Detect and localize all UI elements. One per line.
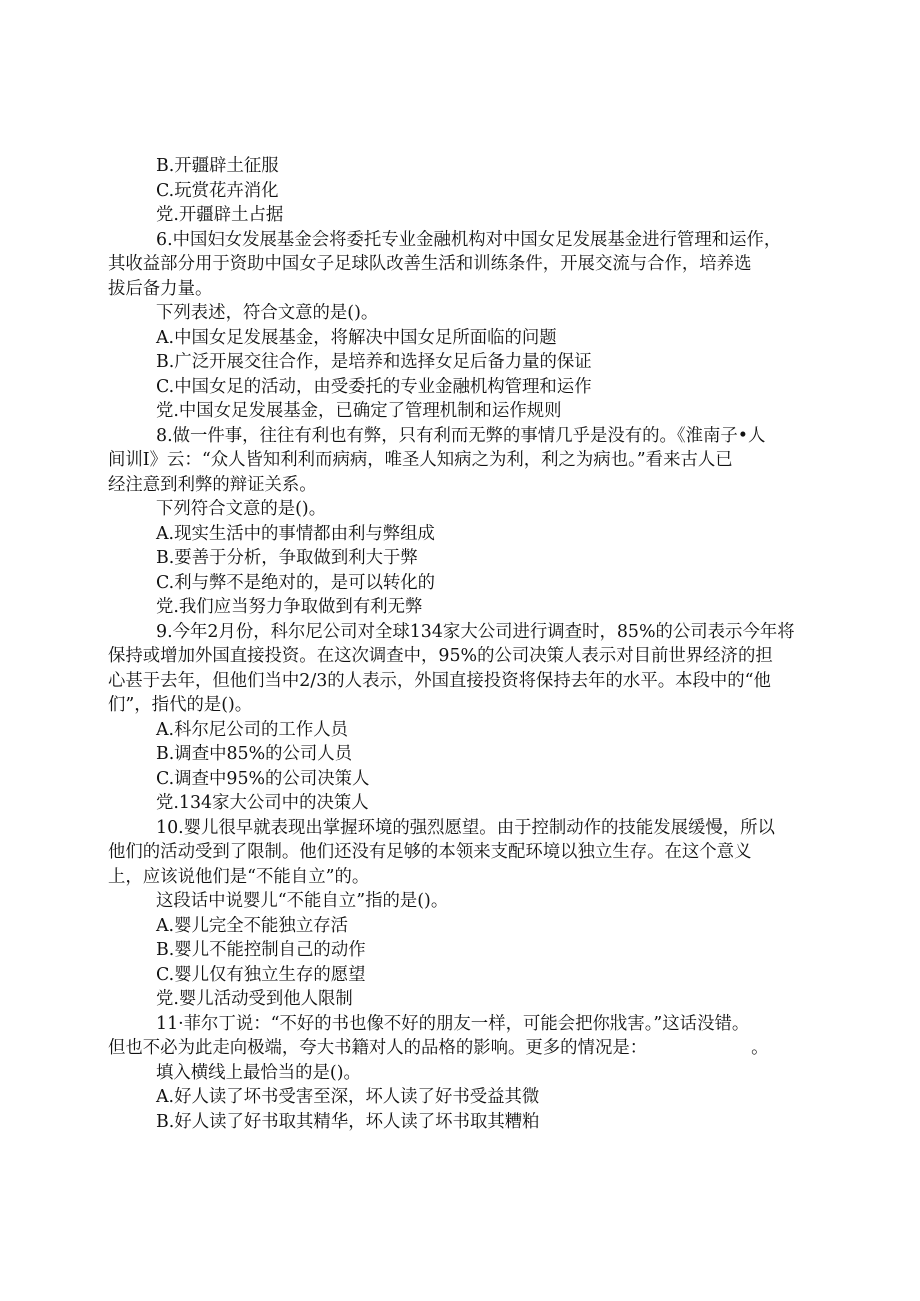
question-10-line-3: 上，应该说他们是“不能自立”的。 bbox=[108, 866, 370, 887]
question-8-option-b: B.要善于分析，争取做到利大于弊 bbox=[156, 548, 418, 568]
question-10-option-b: B.婴儿不能控制自己的动作 bbox=[156, 940, 366, 960]
question-6-option-a: A.中国女足发展基金，将解决中国女足所面临的问题 bbox=[156, 327, 557, 348]
question-11-line-1: 11·菲尔丁说：“不好的书也像不好的朋友一样，可能会把你戕害。”这话没错。 bbox=[156, 1013, 750, 1034]
question-9-line-3: 心甚于去年，但他们当中2/3的人表示，外国直接投资将保持去年的水平。本段中的“他 bbox=[108, 670, 771, 691]
question-9-line-2: 保持或增加外国直接投资。在这次调查中，95%的公司决策人表示对目前世界经济的担 bbox=[108, 646, 773, 666]
question-9-option-d: 党.134家大公司中的决策人 bbox=[156, 793, 369, 813]
question-10-line-1: 10.婴儿很早就表现出掌握环境的强烈愿望。由于控制动作的技能发展缓慢，所以 bbox=[156, 817, 775, 838]
question-8-prompt: 下列符合文意的是()。 bbox=[156, 499, 327, 519]
question-6-option-d: 党.中国女足发展基金，已确定了管理机制和运作规则 bbox=[156, 401, 562, 421]
question-11-line-2-text: 但也不必为此走向极端，夸大书籍对人的品格的影响。更多的情况是： bbox=[108, 1038, 648, 1058]
option-d: 党.开疆辟土占据 bbox=[156, 205, 284, 225]
question-8-line-3: 经注意到利弊的辩证关系。 bbox=[108, 474, 317, 495]
question-6-line-1: 6.中国妇女发展基金会将委托专业金融机构对中国女足发展基金进行管理和运作， bbox=[156, 229, 782, 250]
question-10-prompt: 这段话中说婴儿“不能自立”指的是()。 bbox=[156, 891, 449, 911]
question-10-option-c: C.婴儿仅有独立生存的愿望 bbox=[156, 964, 366, 985]
question-8-line-2: 间训I》云：“众人皆知利利而病病，唯圣人知病之为利，利之为病也。”看来古人已 bbox=[108, 450, 733, 470]
question-8-option-d: 党.我们应当努力争取做到有利无弊 bbox=[156, 597, 423, 617]
option-b: B.开疆辟土征服 bbox=[156, 156, 279, 176]
question-10-line-2: 他们的活动受到了限制。他们还没有足够的本领来支配环境以独立生存。在这个意义 bbox=[108, 842, 752, 862]
question-9-option-c: C.调查中95%的公司决策人 bbox=[156, 768, 370, 789]
question-8-option-a: A.现实生活中的事情都由利与弊组成 bbox=[156, 523, 435, 544]
question-6-prompt: 下列表述，符合文意的是()。 bbox=[156, 303, 379, 323]
question-10-option-d: 党.婴儿活动受到他人限制 bbox=[156, 989, 353, 1009]
question-8-line-1: 8.做一件事，往往有利也有弊，只有利而无弊的事情几乎是没有的。《淮南子•人 bbox=[156, 425, 766, 446]
question-11-option-b: B.好人读了好书取其精华，坏人读了坏书取其糟粕 bbox=[156, 1111, 540, 1132]
option-c: C.玩赏花卉消化 bbox=[156, 180, 279, 201]
question-8-option-c: C.利与弊不是绝对的，是可以转化的 bbox=[156, 572, 436, 593]
question-6-option-b: B.广泛开展交往合作，是培养和选择女足后备力量的保证 bbox=[156, 352, 592, 372]
question-6-option-c: C.中国女足的活动，由受委托的专业金融机构管理和运作 bbox=[156, 376, 592, 397]
question-11-line-2 bbox=[108, 1036, 818, 1061]
question-6-line-2: 其收益部分用于资助中国女子足球队改善生活和训练条件，开展交流与合作，培养选 bbox=[108, 254, 752, 274]
question-9-option-a: A.科尔尼公司的工作人员 bbox=[156, 719, 348, 740]
question-11-blank-end: 。 bbox=[751, 1038, 769, 1058]
question-9-line-4: 们”，指代的是()。 bbox=[108, 695, 253, 715]
question-6-line-3: 拔后备力量。 bbox=[108, 278, 213, 299]
question-11-option-a: A.好人读了坏书受害至深，坏人读了好书受益其微 bbox=[156, 1087, 540, 1107]
question-9-line-1: 9.今年2月份，科尔尼公司对全球134家大公司进行调查时，85%的公司表示今年将 bbox=[156, 621, 795, 642]
document-body bbox=[108, 154, 818, 1134]
question-10-option-a: A.婴儿完全不能独立存活 bbox=[156, 915, 348, 936]
question-11-prompt: 填入横线上最恰当的是()。 bbox=[156, 1062, 361, 1083]
question-9-option-b: B.调查中85%的公司人员 bbox=[156, 744, 353, 764]
